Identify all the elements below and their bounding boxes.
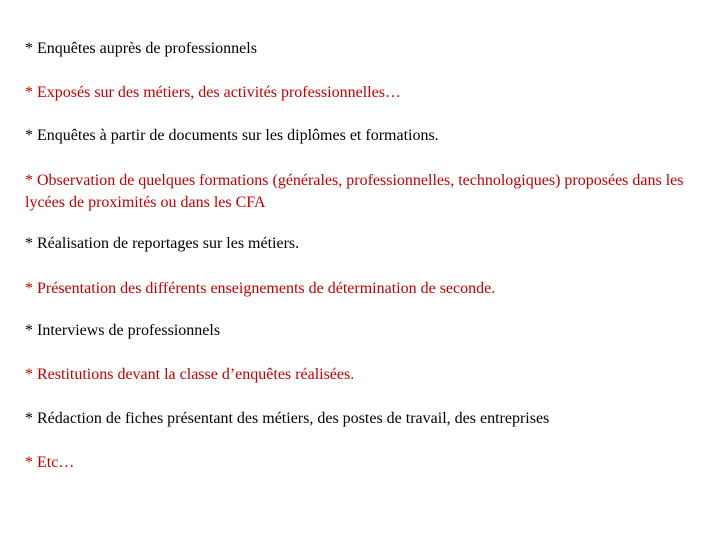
list-item-job-reports: * Réalisation de reportages sur les métiers. — [25, 235, 300, 252]
list-item-class-restitutions: * Restitutions devant la classe d’enquêtes réalisées. — [25, 366, 355, 383]
list-item-interviews: * Interviews de professionnels — [25, 322, 221, 339]
list-item-job-sheets: * Rédaction de fiches présentant des métiers, des postes de travail, des entreprises — [25, 410, 550, 427]
list-item-second-year-courses: * Présentation des différents enseignements de détermination de seconde. — [25, 280, 496, 297]
list-item-etc: * Etc… — [25, 454, 75, 471]
list-item-professional-surveys: * Enquêtes auprès de professionnels — [25, 40, 257, 57]
list-item-diploma-surveys: * Enquêtes à partir de documents sur les diplômes et formations. — [25, 127, 439, 144]
list-item-job-presentations: * Exposés sur des métiers, des activités professionnelles… — [25, 84, 401, 101]
list-item-training-observation: * Observation de quelques formations (générales, professionnelles, technologiques) proposées dans les lycées de proximités ou dans les CFA — [25, 172, 684, 211]
